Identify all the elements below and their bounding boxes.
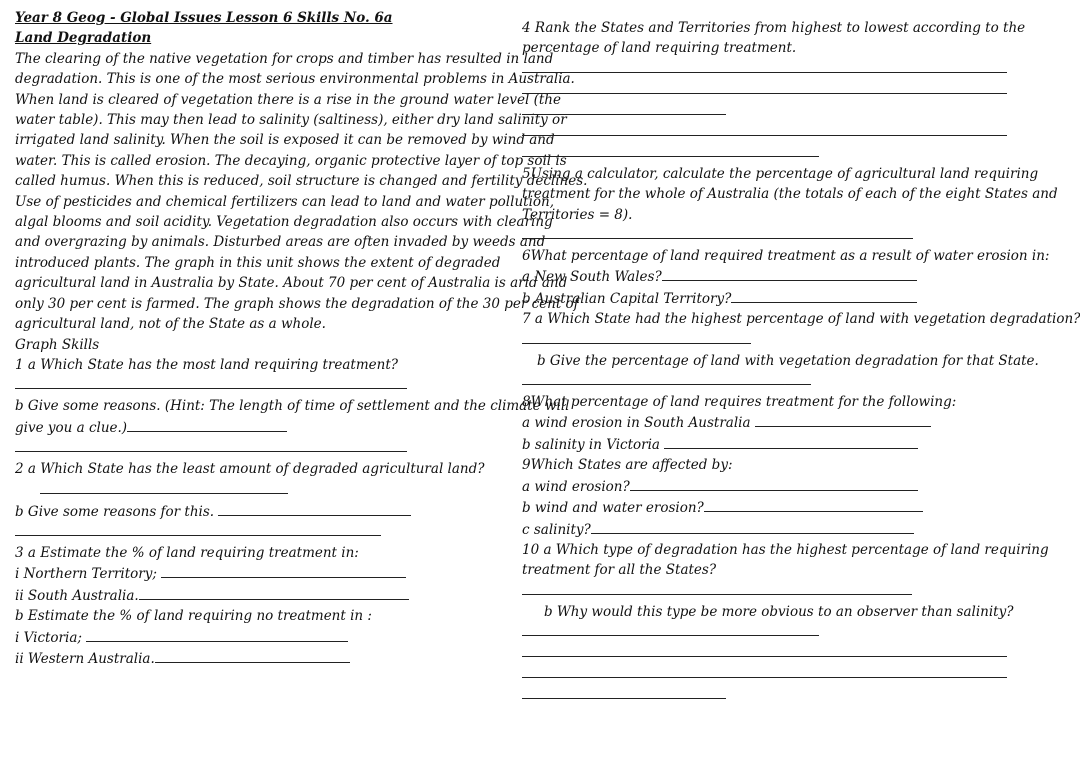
paragraph-line: introduced plants. The graph in this unit shows the extent of degraded	[15, 254, 501, 271]
question-3b-i: i Victoria;	[15, 629, 82, 646]
question-5-cont: Territories = 8).	[522, 206, 633, 223]
answer-line-4[interactable]	[522, 143, 819, 157]
paragraph-line: When land is cleared of vegetation there is a rise in the ground water level (the	[15, 91, 561, 108]
answer-line-7b[interactable]	[522, 371, 811, 385]
answer-line-1b[interactable]	[127, 417, 287, 432]
paragraph-line: agricultural land in Australia by State. About 70 per cent of Australia is arid and	[15, 275, 568, 292]
question-10a-cont: treatment for all the States?	[522, 562, 717, 579]
right-column	[522, 8, 1080, 706]
answer-line-10b[interactable]	[522, 664, 1007, 678]
question-4-cont: percentage of land requiring treatment.	[522, 40, 797, 57]
answer-line-9c[interactable]	[591, 519, 914, 534]
question-3a-i: i Northern Territory;	[15, 566, 157, 583]
answer-line-3b-ii[interactable]	[155, 648, 350, 663]
question-6: 6What percentage of land required treatment as a result of water erosion in:	[522, 248, 1050, 265]
answer-line-5[interactable]	[522, 225, 913, 239]
answer-line-6b[interactable]	[731, 288, 917, 303]
answer-line-3b-i[interactable]	[86, 627, 348, 642]
question-4: 4 Rank the States and Territories from highest to lowest according to the	[522, 20, 1026, 36]
question-3b: b Estimate the % of land requiring no treatment in :	[15, 608, 372, 625]
paragraph-line: called humus. When this is reduced, soil structure is changed and fertility declines.	[15, 173, 588, 190]
answer-line-3a-ii[interactable]	[139, 585, 409, 600]
question-8b: b salinity in Victoria	[522, 436, 660, 453]
paragraph-line: only 30 per cent is farmed. The graph shows the degradation of the 30 per cent of	[15, 295, 579, 312]
answer-line-4[interactable]	[522, 59, 1007, 73]
question-3a: 3 a Estimate the % of land requiring treatment in:	[15, 544, 359, 561]
answer-line-4[interactable]	[522, 101, 726, 115]
question-6b: b Australian Capital Territory?	[522, 290, 732, 307]
question-8a-row	[522, 412, 1010, 433]
worksheet-title: Year 8 Geog - Global Issues Lesson 6 Skills No. 6a	[15, 10, 393, 26]
paragraph-line: algal blooms and soil acidity. Vegetation degradation also occurs with clearing	[15, 214, 553, 231]
answer-line-9a[interactable]	[630, 476, 918, 491]
question-8: 8What percentage of land requires treatment for the following:	[522, 394, 957, 411]
question-7a: 7 a Which State had the highest percentage of land with vegetation degradation?	[522, 311, 1080, 328]
answer-line-4[interactable]	[522, 122, 1007, 136]
question-1b-text: give you a clue.)	[15, 419, 128, 436]
answer-line-1b-extra[interactable]	[15, 438, 407, 452]
question-3a-ii-row	[15, 585, 510, 606]
graph-skills-heading: Graph Skills	[15, 336, 100, 353]
question-9a: a wind erosion?	[522, 478, 630, 495]
question-3b-i-row	[15, 627, 510, 648]
paragraph-line: The clearing of the native vegetation for crops and timber has resulted in land	[15, 50, 554, 67]
question-3a-i-row	[15, 563, 510, 584]
paragraph-line: and overgrazing by animals. Disturbed areas are often invaded by weeds and	[15, 234, 546, 251]
question-2b-row	[15, 501, 510, 522]
answer-line-2a[interactable]	[40, 480, 288, 494]
answer-line-10b[interactable]	[522, 685, 726, 699]
question-9b-row	[522, 497, 1010, 518]
paragraph-line: agricultural land, not of the State as a whole.	[15, 316, 326, 333]
question-2a: 2 a Which State has the least amount of degraded agricultural land?	[15, 461, 485, 478]
answer-line-1a[interactable]	[15, 375, 407, 389]
answer-line-4[interactable]	[522, 80, 1007, 94]
question-8b-row	[522, 434, 1010, 455]
question-6b-row	[522, 288, 1010, 309]
paragraph-line: water table). This may then lead to salinity (saltiness), either dry land salinity or	[15, 112, 567, 129]
question-9c: c salinity?	[522, 521, 591, 538]
question-8a: a wind erosion in South Australia	[522, 415, 751, 432]
question-5: 5Using a calculator, calculate the percentage of agricultural land requiring	[522, 165, 1039, 182]
answer-line-10b[interactable]	[522, 622, 819, 636]
question-2b: b Give some reasons for this.	[15, 503, 215, 520]
answer-line-10b[interactable]	[522, 643, 1007, 657]
question-10a: 10 a Which type of degradation has the highest percentage of land requiring	[522, 541, 1049, 558]
answer-line-10a[interactable]	[522, 581, 912, 595]
question-3b-ii: ii Western Australia.	[15, 650, 155, 667]
answer-line-7a[interactable]	[522, 330, 751, 344]
question-9a-row	[522, 476, 1010, 497]
answer-line-3a-i[interactable]	[161, 563, 406, 578]
question-9c-row	[522, 519, 1010, 540]
question-3a-ii: ii South Australia.	[15, 587, 139, 604]
question-1a: 1 a Which State has the most land requiring treatment?	[15, 356, 398, 373]
question-6a-row	[522, 266, 1010, 287]
question-1b: b Give some reasons. (Hint: The length of time of settlement and the climate will	[15, 398, 570, 415]
question-5-cont: treatment for the whole of Australia (the totals of each of the eight States and	[522, 186, 1058, 203]
paragraph-line: Use of pesticides and chemical fertilizers can lead to land and water pollution,	[15, 193, 554, 210]
paragraph-line: water. This is called erosion. The decaying, organic protective layer of top soil is	[15, 152, 567, 169]
question-6a: a New South Wales?	[522, 269, 662, 286]
answer-line-2b[interactable]	[218, 501, 411, 516]
answer-line-8a[interactable]	[755, 412, 931, 427]
answer-line-8b[interactable]	[664, 434, 918, 449]
answer-line-9b[interactable]	[704, 497, 923, 512]
answer-line-6a[interactable]	[662, 266, 917, 281]
paragraph-line: irrigated land salinity. When the soil is exposed it can be removed by wind and	[15, 132, 555, 149]
question-1b-cont	[15, 417, 510, 438]
question-7b: b Give the percentage of land with vegetation degradation for that State.	[537, 352, 1039, 369]
section-title: Land Degradation	[15, 30, 152, 47]
paragraph-line: degradation. This is one of the most serious environmental problems in Australia.	[15, 71, 575, 88]
question-3b-ii-row	[15, 648, 510, 669]
question-10b: b Why would this type be more obvious to an observer than salinity?	[544, 603, 1014, 620]
question-9b: b wind and water erosion?	[522, 500, 704, 517]
answer-line-2b-extra[interactable]	[15, 522, 381, 536]
question-9: 9Which States are affected by:	[522, 457, 733, 474]
